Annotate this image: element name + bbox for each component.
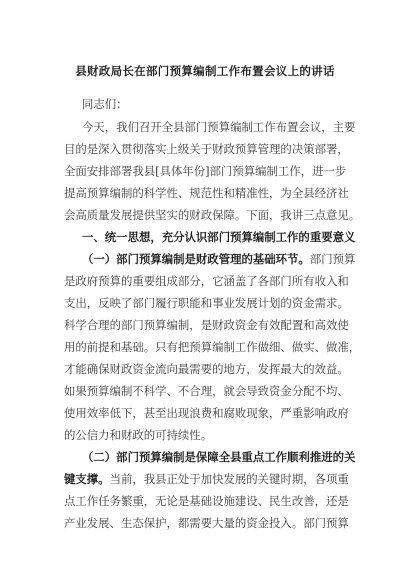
paragraph-line <box>82 120 355 134</box>
paragraph-line <box>64 318 349 332</box>
paragraph-line <box>64 362 349 376</box>
paragraph-line <box>64 164 346 178</box>
line-text: 产业发展、生态保护，都需要大量的资金投入。部门预算 <box>64 516 349 530</box>
paragraph-line <box>64 296 349 310</box>
paragraph-line <box>64 406 349 420</box>
paragraph-line <box>64 274 349 288</box>
subheading-text: （二）部门预算编制是保障全县重点工作顺利推进的关 <box>82 450 356 464</box>
subheading-text: （一）部门预算编制是财政管理的基础环节。 <box>82 252 310 266</box>
paragraph-line <box>64 428 212 442</box>
line-text: 如果预算编制不科学、不合理，就会导致资金分配不均、 <box>64 384 349 398</box>
line-text: 点工作任务繁重，无论是基础设施建设、民生改善，还是 <box>64 494 349 508</box>
paragraph-line <box>64 494 349 508</box>
heading-text: 一、统一思想，充分认识部门预算编制工作的重要意义 <box>82 230 356 244</box>
line-text: 的公信力和财政的可持续性。 <box>64 428 213 442</box>
line-text: 支出，反映了部门履行职能和事业发展计划的资金需求。 <box>64 296 349 310</box>
paragraph-line <box>64 186 349 200</box>
line-text: 今天，我们召开全县部门预算编制工作布置会议，主要 <box>82 120 356 134</box>
paragraph-line <box>64 142 349 156</box>
document-title: 县财政局长在部门预算编制工作布置会议上的讲话 <box>75 64 335 78</box>
paragraph-line <box>64 340 360 354</box>
line-text: 当前，我县正处于加快发展的关键时期，各项重 <box>109 472 349 486</box>
paragraph-line <box>64 208 360 222</box>
subheading-text: 键支撑。 <box>64 472 110 486</box>
line-text: 使用效率低下，甚至出现浪费和腐败现象，严重影响政府 <box>64 406 349 420</box>
salutation-line <box>82 97 128 111</box>
section-heading <box>82 230 355 244</box>
subheading-line <box>82 450 355 464</box>
line-text: 科学合理的部门预算编制，是财政资金有效配置和高效使 <box>64 318 349 332</box>
subheading-line <box>64 472 349 486</box>
paragraph-line <box>64 516 349 530</box>
line-text: 目的是深入贯彻落实上级关于财政预算管理的决策部署， <box>64 142 349 156</box>
subheading-line <box>82 252 355 266</box>
line-text: 提高预算编制的科学性、规范性和精准性，为全县经济社 <box>64 186 349 200</box>
paragraph-line <box>64 384 349 398</box>
line-text: 同志们： <box>82 97 128 111</box>
line-text: 会高质量发展提供坚实的财政保障。下面，我讲三点意见。 <box>64 208 361 222</box>
line-text: 用的前提和基础。只有把预算编制工作做细、做实、做准， <box>64 340 361 354</box>
line-text: 部门预算 <box>309 252 356 266</box>
line-text: 才能确保财政资金流向最需要的地方，发挥最大的效益。 <box>64 362 349 376</box>
line-text: 是政府预算的重要组成部分，它涵盖了各部门所有收入和 <box>64 274 349 288</box>
line-text: 全面安排部署我县[具体年份]部门预算编制工作，进一步 <box>64 164 347 178</box>
